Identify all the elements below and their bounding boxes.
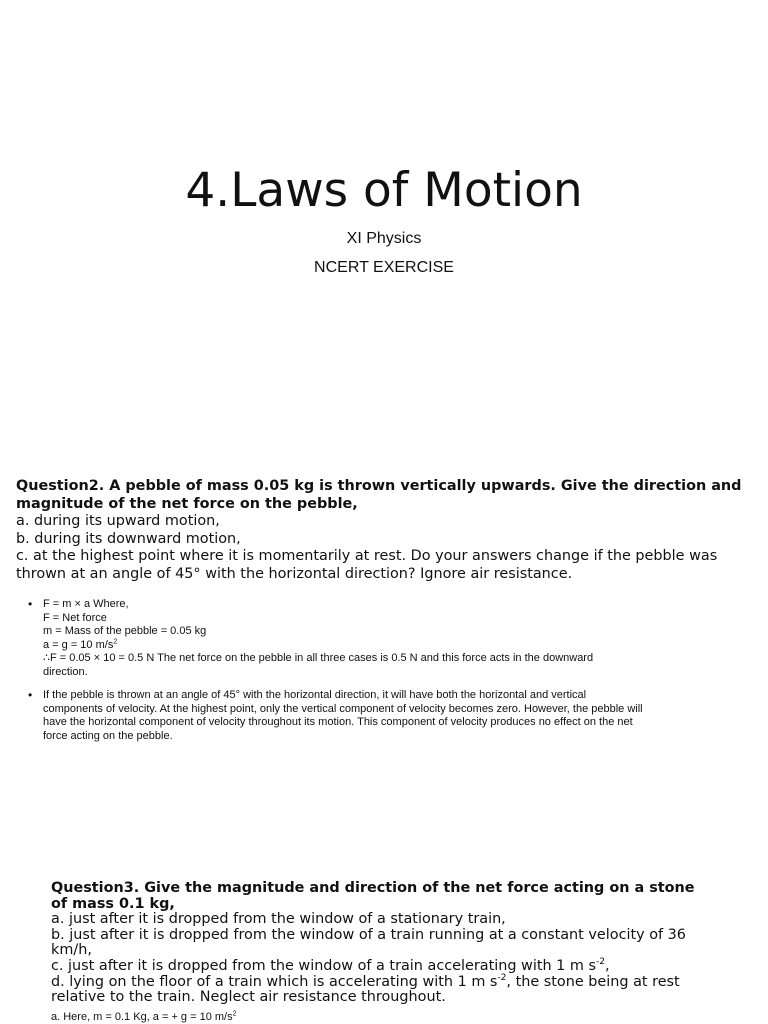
answer-line: F = m × a Where,	[43, 598, 129, 610]
bullet-icon: •	[28, 688, 33, 702]
question-2-answer-1	[28, 597, 633, 680]
question-2-part-c: c. at the highest point where it is momentarily at rest. Do your answers change if the pebble was thrown at an angle of 45° with the horizontal direction? Ignore air resistance.	[16, 548, 718, 582]
answer-line	[43, 639, 633, 653]
part-c-tail: ,	[604, 957, 610, 974]
answer-line: ∴F = 0.05 × 10 = 0.5 N The net force on the pebble in all three cases is 0.5 N and this force acts in the downward direction.	[43, 652, 594, 678]
answer-line: F = Net force	[43, 611, 107, 624]
question-2-answer-2	[28, 688, 643, 743]
question-2-part-a: a. during its upward motion,	[16, 513, 220, 529]
question-3-part-b: b. just after it is dropped from the window of a train running at a constant velocity of 36 km/h,	[51, 926, 686, 959]
subtitle-exercise: NCERT EXERCISE	[314, 259, 454, 276]
question-3-part-c	[51, 959, 711, 975]
answer-text: a. Here, m = 0.1 Kg, a = + g = 10 m/s	[51, 1011, 233, 1023]
answer-bullet-item	[28, 597, 633, 680]
part-d-tail: , the stone being at rest relative to the train. Neglect air resistance throughout.	[51, 973, 680, 1006]
answer-bullet-item	[28, 688, 643, 743]
superscript: 2	[113, 638, 118, 646]
part-c-text: c. just after it is dropped from the window of a train accelerating with 1 m s	[51, 957, 596, 974]
question-2-part-b: b. during its downward motion,	[16, 530, 241, 547]
part-d-text: d. lying on the floor of a train which is accelerating with 1 m s	[51, 973, 498, 990]
answer-paragraph: If the pebble is thrown at an angle of 45° with the horizontal direction, it will have both the horizontal and vertical components of velocity. At the highest point, only the vertical component of velocity becomes zero. However, the pebble will have the horizontal component of velocity throughout its motion. This component of velocity produces no effect on the net force acting on the pebble.	[43, 689, 643, 742]
bullet-icon: •	[28, 597, 33, 611]
superscript: -2	[595, 957, 605, 968]
answer-line: m = Mass of the pebble = 0.05 kg	[43, 625, 207, 638]
superscript: 2	[232, 1010, 237, 1018]
question-3-part-a: a. just after it is dropped from the window of a stationary train,	[51, 911, 506, 928]
question-3-part-d	[51, 972, 711, 1006]
subtitle-class: XI Physics	[346, 230, 422, 247]
question-3	[51, 881, 711, 1006]
answer-line-text: a = g = 10 m/s	[43, 638, 114, 651]
question-3-answer	[51, 1011, 711, 1024]
question-3-heading: Question3. Give the magnitude and direction of the net force acting on a stone of mass 0.1 kg,	[51, 880, 695, 912]
superscript: -2	[497, 972, 507, 983]
page-title: 4.Laws of Motion	[185, 163, 583, 218]
question-2	[16, 478, 756, 583]
question-2-heading: Question2. A pebble of mass 0.05 kg is thrown vertically upwards. Give the direction and magnitude of the net force on the pebble,	[16, 478, 742, 512]
